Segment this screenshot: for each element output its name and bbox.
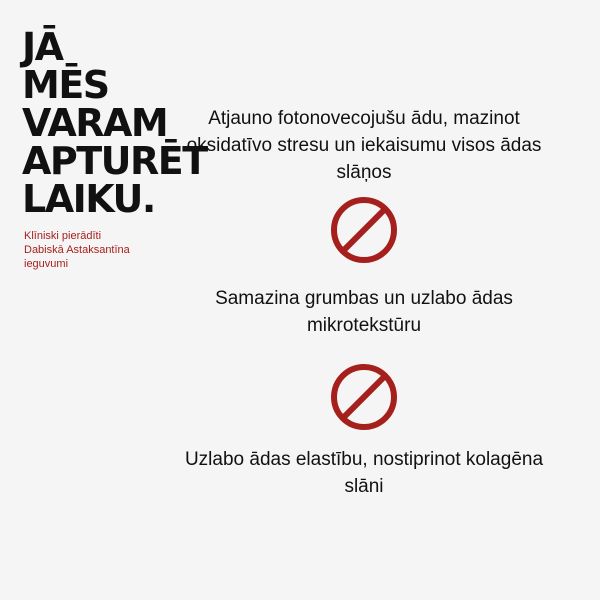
subtitle-line: Dabiskā Astaksantīna xyxy=(24,244,130,256)
headline-line: LAIKU. xyxy=(22,177,155,221)
subtitle xyxy=(24,229,164,271)
subtitle-line: Klīniski pierādīti xyxy=(24,230,102,242)
claim-photoaging: Atjauno fotonovecojušu ādu, mazinot oksidatīvo stresu un iekaisumu visos ādas slāņos xyxy=(186,108,542,183)
headline-line: VARAM xyxy=(22,101,168,145)
headline-line: MĒS xyxy=(22,63,109,107)
subtitle-line: ieguvumi xyxy=(24,258,69,270)
headline xyxy=(22,25,207,221)
claim-elasticity: Uzlabo ādas elastību, nostiprinot kolagēna slāni xyxy=(184,449,544,497)
claim-wrinkles: Samazina grumbas un uzlabo ādas mikrotekstūru xyxy=(215,288,513,336)
no-symbol-icon xyxy=(329,362,399,432)
headline-line: JĀ xyxy=(22,25,63,69)
no-symbol-icon xyxy=(329,195,399,265)
headline-line: APTURĒT xyxy=(22,139,207,183)
